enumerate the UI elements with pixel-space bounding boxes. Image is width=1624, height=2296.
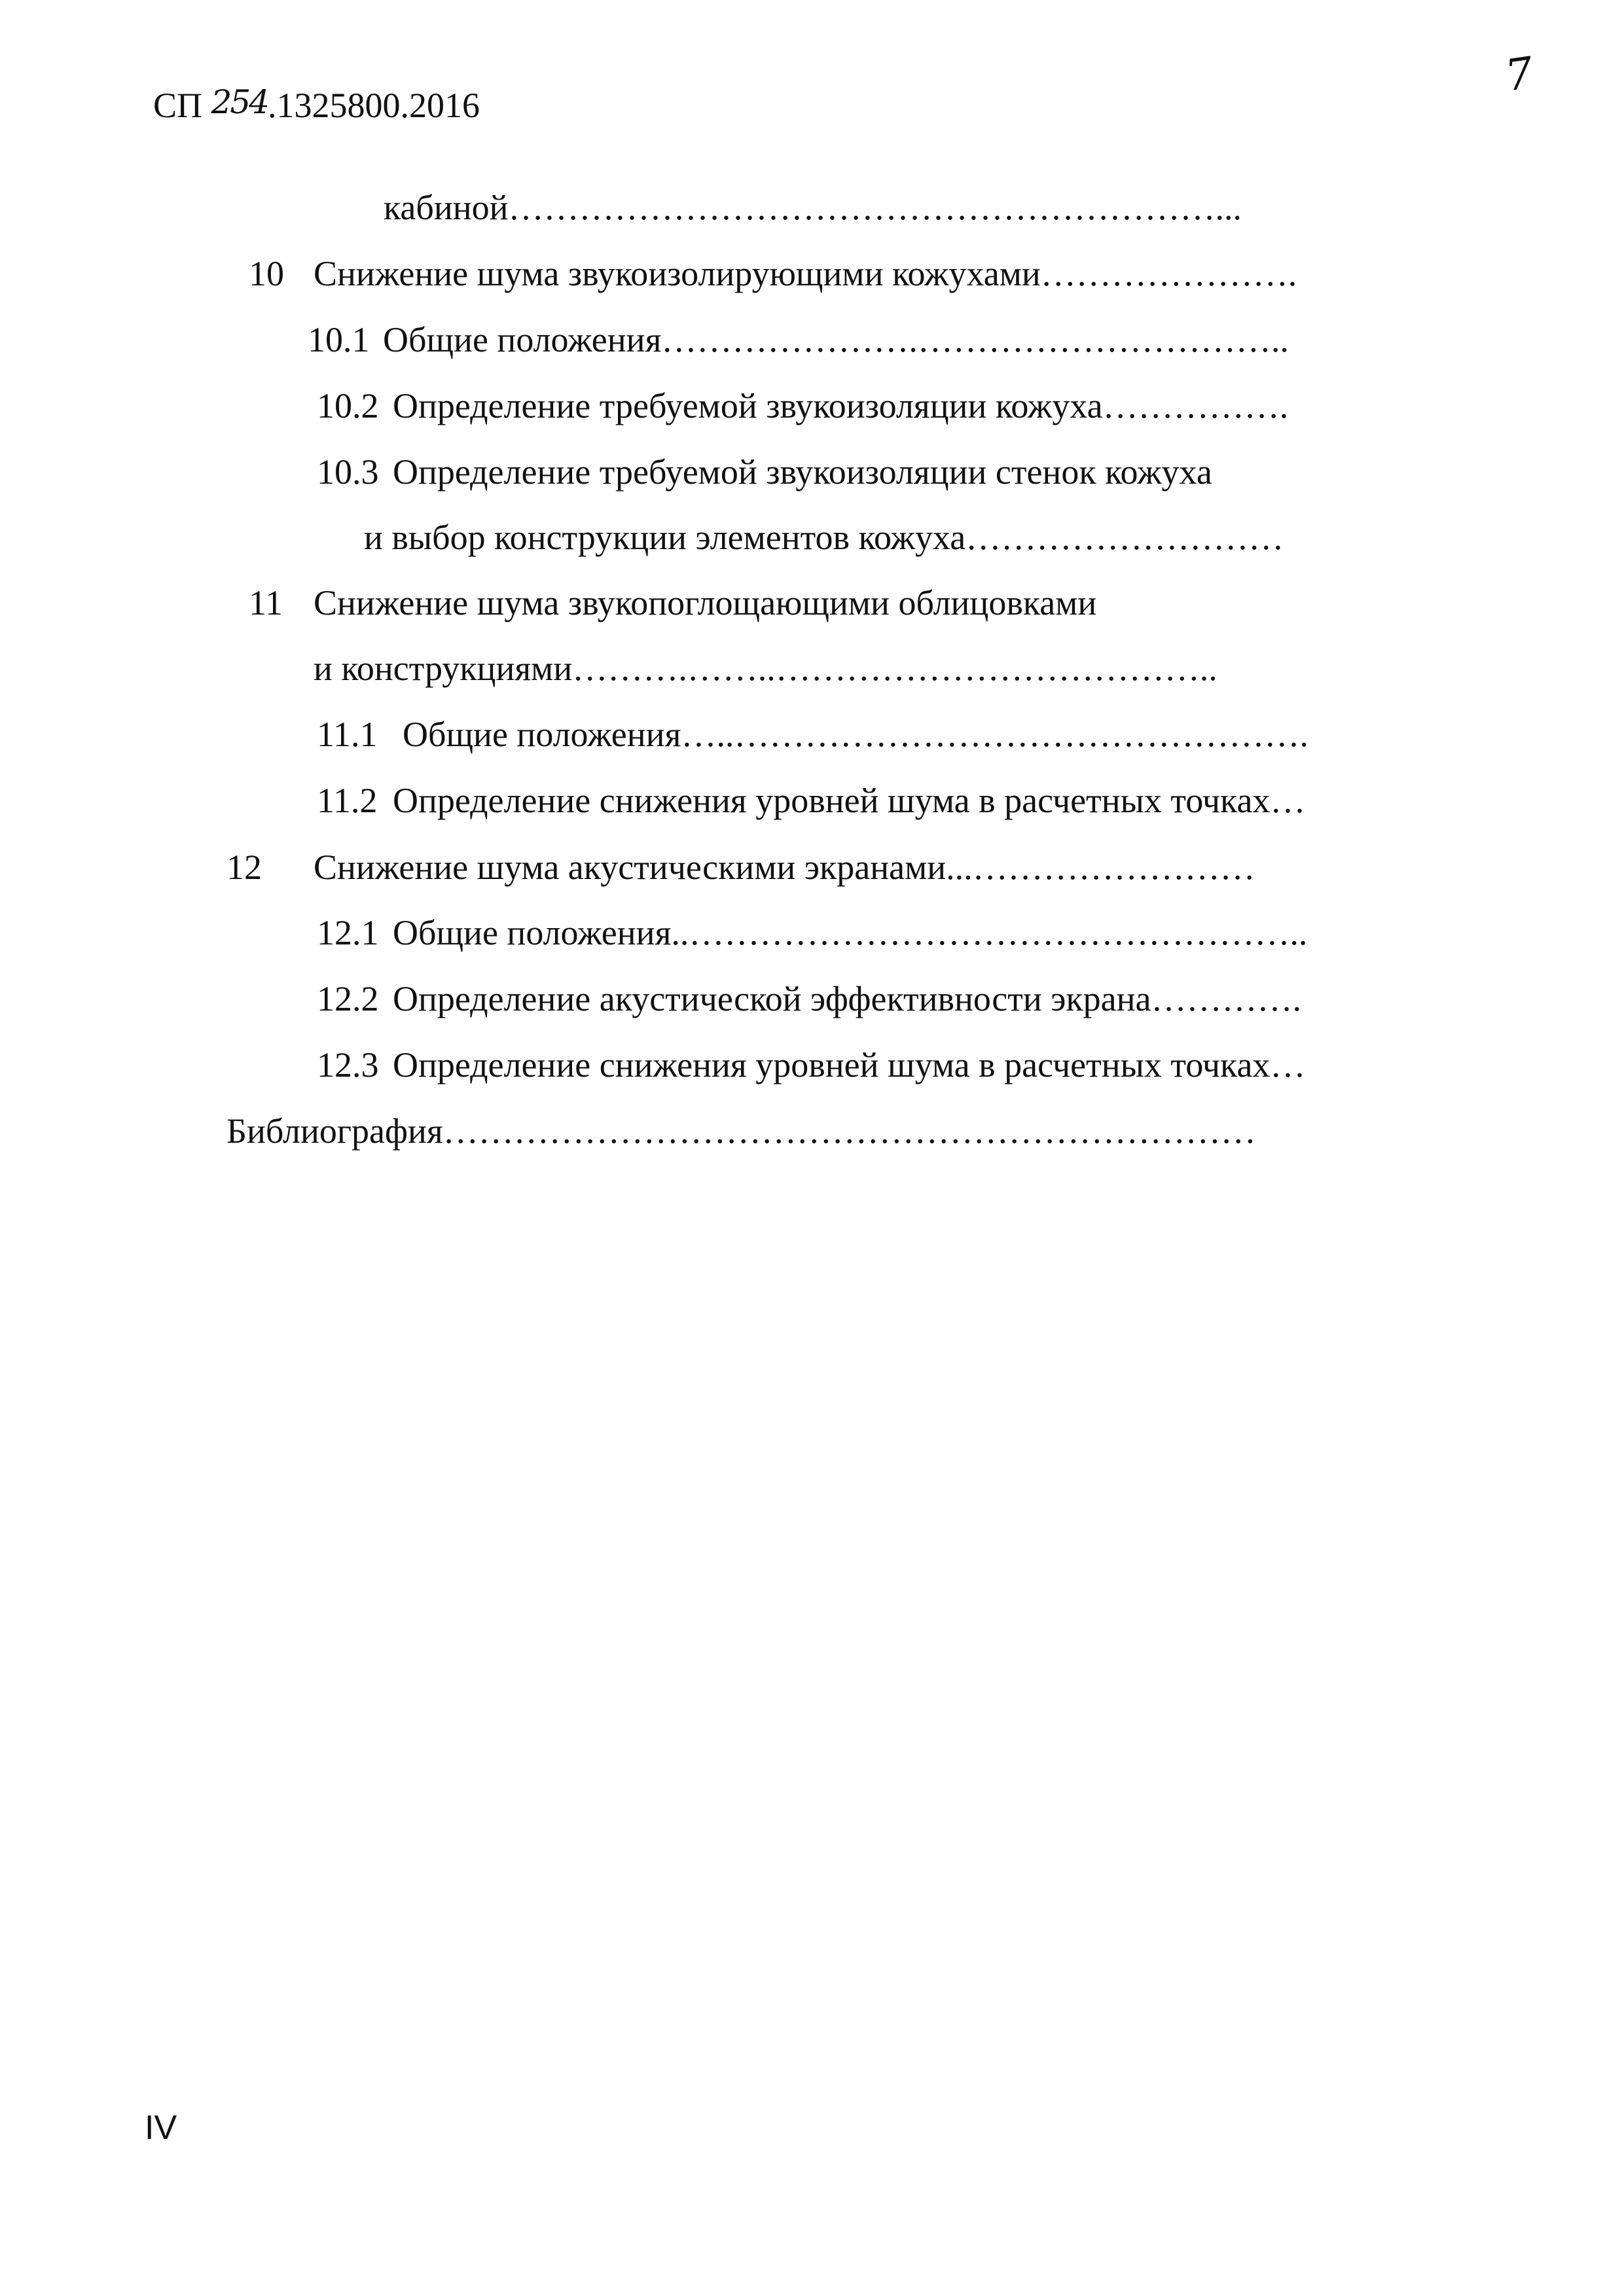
toc-entry-number: 10 — [249, 254, 284, 293]
toc-entry — [314, 645, 1218, 691]
standard-suffix: .1325800.2016 — [267, 86, 480, 125]
toc-entry — [317, 711, 1308, 757]
toc-entry — [226, 844, 1255, 890]
toc-entry-number: 12.3 — [317, 1045, 379, 1085]
toc-entry-text: Определение акустической эффективности экрана…………. — [393, 979, 1301, 1018]
toc-entry-text: и конструкциями……….……..……………………………….. — [314, 649, 1218, 688]
toc-entry-text: Снижение шума звукоизолирующими кожухами…………………. — [314, 254, 1297, 293]
toc-entry-text: Снижение шума акустическими экранами...…………………… — [314, 848, 1255, 887]
toc-entry — [249, 251, 1297, 296]
toc-entry-number: 12.1 — [317, 913, 379, 952]
toc-entry — [249, 580, 1096, 626]
toc-entry-text: кабиной……………………………………………………... — [384, 188, 1242, 227]
standard-prefix: СП — [153, 86, 211, 125]
toc-entry-number: 11.2 — [317, 781, 378, 820]
toc-entry-text: Общие положения…..…………………………………………. — [403, 715, 1308, 754]
toc-entry-number: 11 — [249, 583, 283, 622]
toc-entry-number: 10.3 — [317, 452, 379, 492]
toc-entry-number: 11.1 — [317, 715, 378, 754]
page-number: IV — [145, 2109, 177, 2147]
toc-entry — [317, 1042, 1305, 1088]
handwritten-page-mark: 7 — [1502, 47, 1537, 101]
toc-entry — [317, 976, 1301, 1022]
toc-entry-text: Общие положения..…………………………………………….. — [393, 913, 1308, 952]
toc-entry-text: Снижение шума звукопоглощающими облицовками — [314, 583, 1097, 622]
document-header — [153, 82, 480, 129]
toc-entry-text: Определение снижения уровней шума в расчетных точках… — [393, 781, 1306, 820]
toc-entry — [364, 514, 1284, 560]
toc-entry-text: Определение требуемой звукоизоляции стенок кожуха — [393, 452, 1212, 492]
toc-entry-text: Общие положения………………….………………………….. — [383, 320, 1289, 359]
toc-entry — [317, 383, 1288, 429]
toc-entry-number: 10.1 — [308, 320, 370, 359]
toc-entry-text: Определение снижения уровней шума в расчетных точках… — [393, 1045, 1306, 1085]
toc-entry — [317, 778, 1305, 823]
toc-entry-number: 10.2 — [317, 386, 379, 425]
toc-entry — [308, 317, 1289, 363]
toc-entry-text: Определение требуемой звукоизоляции кожуха……………. — [393, 386, 1289, 425]
toc-entry-number: 12.2 — [317, 979, 379, 1018]
toc-entry-number: 12 — [226, 848, 262, 887]
toc-entry — [384, 185, 1242, 230]
toc-entry — [317, 449, 1212, 495]
handwritten-standard-number: 254 — [211, 83, 268, 121]
toc-entry — [317, 910, 1307, 956]
toc-entry-text: и выбор конструкции элементов кожуха……………………… — [364, 518, 1284, 557]
toc-entry-text: Библиография…………………………………………………………… — [226, 1111, 1256, 1151]
toc-entry-bibliography — [226, 1108, 1256, 1154]
